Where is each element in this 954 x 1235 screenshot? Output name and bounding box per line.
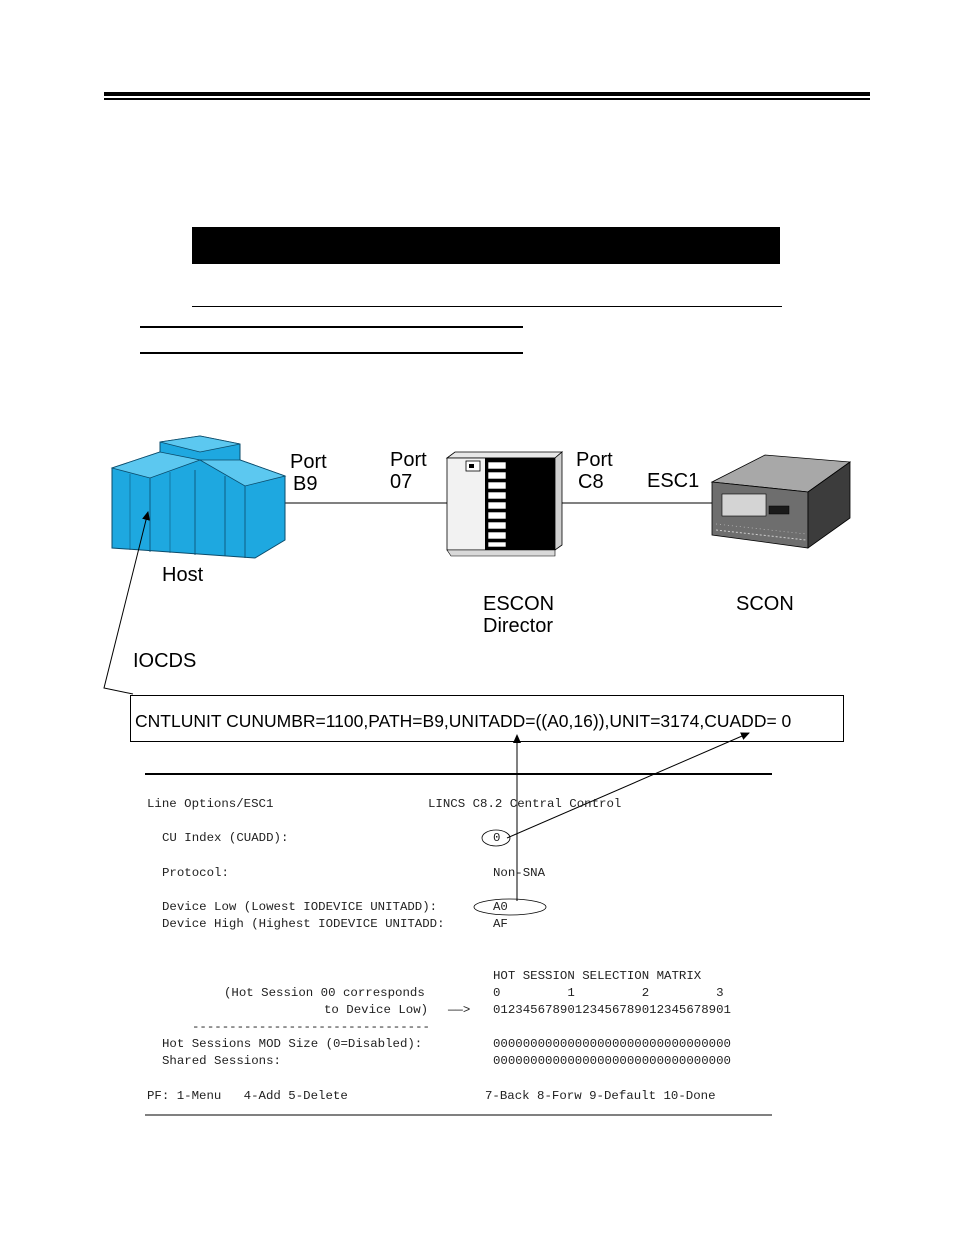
device-low-oval [474,899,546,915]
cuadd-arrow [507,733,749,838]
pf-keys-right: 7-Back 8-Forw 9-Default 10-Done [485,1089,716,1103]
port-b9-label: Port B9 [290,451,327,495]
host-label: Host [162,564,204,586]
cntlunit-statement: CNTLUNIT CUNUMBR=1100,PATH=B9,UNITADD=((A0,16)),UNIT=3174,CUADD= 0 [135,711,792,731]
matrix-title: HOT SESSION SELECTION MATRIX [493,969,702,983]
cu-index-value[interactable]: 0 [493,831,501,845]
device-low-label: Device Low (Lowest IODEVICE UNITADD): [162,900,438,914]
matrix-tens-row: 0 1 2 3 [493,986,724,1000]
hot-sessions-label: Hot Sessions MOD Size (0=Disabled): [162,1037,423,1051]
matrix-note-1: (Hot Session 00 corresponds [224,986,425,1000]
protocol-value[interactable]: Non-SNA [493,866,546,880]
cu-index-label: CU Index (CUADD): [162,831,289,845]
matrix-note-2: to Device Low) [324,1003,429,1017]
scon-label: SCON [736,593,794,615]
iocds-label: IOCDS [133,650,197,672]
matrix-digits-row: 01234567890123456789012345678901 [493,1003,731,1017]
host-mainframe-icon [112,436,285,558]
matrix-arrow: ——> [448,1003,471,1017]
scon-unit-icon [712,455,850,548]
port-c8-label: Port C8 [576,449,613,493]
device-low-value[interactable]: A0 [493,900,508,914]
screen-title-left: Line Options/ESC1 [147,797,274,811]
port-07-label: Port 07 [390,449,427,493]
hot-sessions-value[interactable]: 00000000000000000000000000000000 [493,1037,731,1051]
screen-title-right: LINCS C8.2 Central Control [428,797,622,811]
matrix-separator: -------------------------------- [192,1020,430,1034]
link-esc1-label: ESC1 [647,470,700,492]
device-high-label: Device High (Highest IODEVICE UNITADD: [162,917,445,931]
pf-keys-left: PF: 1-Menu 4-Add 5-Delete [147,1089,348,1103]
shared-sessions-value[interactable]: 00000000000000000000000000000000 [493,1054,731,1068]
shared-sessions-label: Shared Sessions: [162,1054,281,1068]
escon-director-icon [447,452,562,556]
escon-director-label: ESCON Director [483,593,555,637]
protocol-label: Protocol: [162,866,229,880]
device-high-value[interactable]: AF [493,917,508,931]
